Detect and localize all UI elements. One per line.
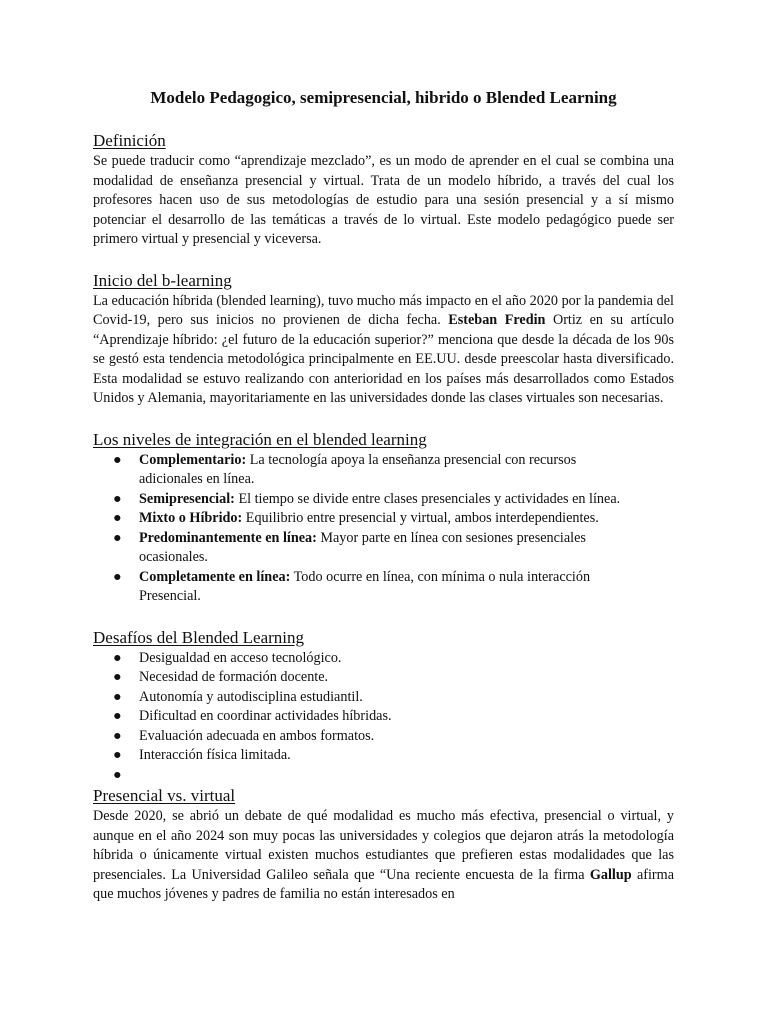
bullet-icon: ● bbox=[113, 490, 122, 507]
desafio-text bbox=[139, 767, 143, 783]
desafio-text: Autonomía y autodisciplina estudiantil. bbox=[139, 688, 363, 705]
document-title: Modelo Pedagogico, semipresencial, hibrido o Blended Learning bbox=[150, 88, 617, 107]
inicio-paragraph bbox=[93, 292, 674, 409]
bullet-icon: ● bbox=[113, 747, 122, 763]
list-item bbox=[113, 746, 624, 766]
bullet-icon: ● bbox=[113, 727, 122, 744]
presencial-firm: Gallup bbox=[589, 866, 632, 883]
nivel-desc: Equilibrio entre presencial y virtual, ambos interdependientes. bbox=[242, 510, 599, 526]
nivel-term: Complementario: bbox=[139, 451, 247, 468]
nivel-desc: Todo ocurre en línea, con mínima o nula interacción Presencial. bbox=[139, 568, 591, 604]
list-item bbox=[113, 490, 624, 510]
bullet-icon: ● bbox=[113, 669, 122, 685]
bullet-icon: ● bbox=[113, 688, 122, 705]
nivel-desc: Mayor parte en línea con sesiones presenciales ocasionales. bbox=[139, 529, 586, 565]
nivel-term: Predominantemente en línea: bbox=[139, 529, 317, 546]
nivel-desc: La tecnología apoya la enseñanza presencial con recursos adicionales en línea. bbox=[139, 451, 577, 487]
presencial-paragraph bbox=[93, 807, 674, 905]
bullet-icon: ● bbox=[113, 510, 122, 526]
presencial-text-before: Desde 2020, se abrió un debate de qué modalidad es mucho más efectiva, presencial o virtual, y aunque en el año 2024 son muy pocas las universidades y colegios que dejaron atrás la metodología híbrida o únicamente virtual existen muchos estudiantes que prefieren estas modalidades que las presenciales. La Universidad Galileo señala que “Una reciente encuesta de la firma bbox=[93, 808, 674, 883]
bullet-icon: ● bbox=[113, 451, 122, 468]
desafios-heading: Desafíos del Blended Learning bbox=[93, 627, 305, 647]
inicio-author: Esteban Fredin bbox=[448, 312, 546, 328]
nivel-desc: El tiempo se divide entre clases presenciales y actividades en línea. bbox=[234, 490, 621, 507]
list-item bbox=[113, 766, 624, 786]
list-item bbox=[113, 707, 624, 727]
desafio-text: Interacción física limitada. bbox=[139, 747, 291, 763]
list-item bbox=[113, 649, 624, 669]
desafio-text: Dificultad en coordinar actividades híbridas. bbox=[139, 708, 392, 724]
desafio-text: Necesidad de formación docente. bbox=[139, 669, 329, 685]
desafios-list bbox=[93, 649, 674, 786]
bullet-icon: ● bbox=[113, 708, 122, 724]
desafio-text: Evaluación adecuada en ambos formatos. bbox=[139, 727, 375, 744]
list-item bbox=[113, 688, 624, 708]
list-item bbox=[113, 727, 624, 747]
list-item bbox=[113, 568, 624, 607]
nivel-term: Mixto o Híbrido: bbox=[139, 510, 243, 526]
list-item bbox=[113, 529, 624, 568]
bullet-icon: ● bbox=[113, 529, 122, 546]
presencial-text-after: afirma que muchos jóvenes y padres de familia no están interesados en bbox=[93, 866, 674, 902]
bullet-icon: ● bbox=[113, 766, 122, 783]
bullet-icon: ● bbox=[113, 568, 122, 585]
list-item bbox=[113, 451, 624, 490]
definicion-heading: Definición bbox=[93, 131, 166, 150]
niveles-heading: Los niveles de integración en el blended learning bbox=[93, 429, 427, 449]
desafio-text: Desigualdad en acceso tecnológico. bbox=[139, 649, 342, 666]
inicio-heading: Inicio del b-learning bbox=[93, 270, 232, 290]
bullet-icon: ● bbox=[113, 649, 122, 666]
inicio-text-after: Ortiz en su artículo “Aprendizaje híbrido: ¿el futuro de la educación superior?” menciona que desde la década de los 90s se gestó esta tendencia metodológica principalmente en EE.UU. desde preescolar hasta diversificado. Esta modalidad se estuvo realizando con anterioridad en los países más desarrollados como Estados Unidos y Alemania, mayoritariamente en las universidades donde las clases virtuales son necesarias. bbox=[93, 312, 675, 406]
niveles-list bbox=[93, 451, 674, 607]
inicio-text-before: La educación híbrida (blended learning), tuvo mucho más impacto en el año 2020 por la pandemia del Covid-19, pero sus inicios no provienen de dicha fecha. bbox=[93, 292, 674, 328]
presencial-heading: Presencial vs. virtual bbox=[93, 786, 236, 805]
list-item bbox=[113, 668, 624, 688]
nivel-term: Completamente en línea: bbox=[139, 568, 291, 585]
definicion-paragraph: Se puede traducir como “aprendizaje mezclado”, es un modo de aprender en el cual se combina una modalidad de enseñanza presencial y virtual. Trata de un modelo híbrido, a través del cual los profesores hacen uso de sus metodologías de estudio para una sesión presencial y a sí mismo potenciar el desarrollo de las temáticas a través de lo virtual. Este modelo pedagógico puede ser primero virtual y presencial y viceversa. bbox=[93, 153, 674, 247]
nivel-term: Semipresencial: bbox=[139, 490, 235, 507]
list-item bbox=[113, 509, 624, 529]
